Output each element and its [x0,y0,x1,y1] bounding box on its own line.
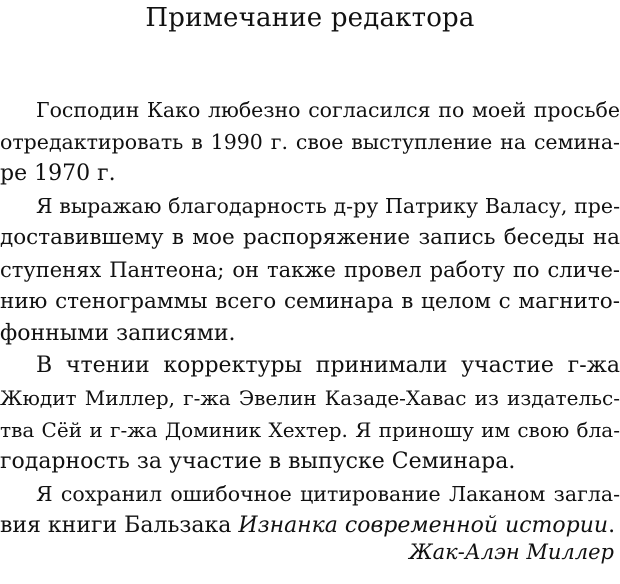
paragraph-1-line-2: отредактировать в 1990 г. свое выступление на семина- [0,130,620,154]
paragraph-2-line-3: ступенях Пантеона; он также провел работу по сличе- [0,258,620,282]
paragraph-4-period: . [608,513,616,538]
paragraph-2-line-5: фонными записями. [0,321,236,346]
paragraph-3-line-4: годарность за участие в выпуске Семинара. [0,449,516,474]
paragraph-2-line-4: нию стенограммы всего семинара в целом с магнито- [0,289,620,314]
editor-signature: Жак-Алэн Миллер [409,540,614,564]
paragraph-4-line-1: Я сохранил ошибочное цитирование Лаканом загла- [36,482,620,506]
paragraph-4-line-2-text: вия книги Бальзака [0,513,239,538]
paragraph-4-line-2 [0,513,615,539]
paragraph-2-line-2: доставившему в мое распоряжение запись беседы на [0,225,620,250]
book-title-italic: Изнанка современной истории [238,513,609,538]
paragraph-1-line-1: Господин Како любезно согласился по моей просьбе [36,98,620,122]
paragraph-2-line-1: Я выражаю благодарность д-ру Патрику Валасу, пре- [36,194,620,218]
paragraph-3-line-2: Жюдит Миллер, г-жа Эвелин Казаде-Хавас из издательс- [0,386,620,410]
paragraph-1-line-3: ре 1970 г. [0,161,116,186]
paragraph-3-line-3: тва Сёй и г-жа Доминик Хехтер. Я приношу им свою бла- [0,418,620,442]
paragraph-3-line-1: В чтении корректуры принимали участие г-жа [36,353,620,378]
page-title: Примечание редактора [145,3,475,33]
